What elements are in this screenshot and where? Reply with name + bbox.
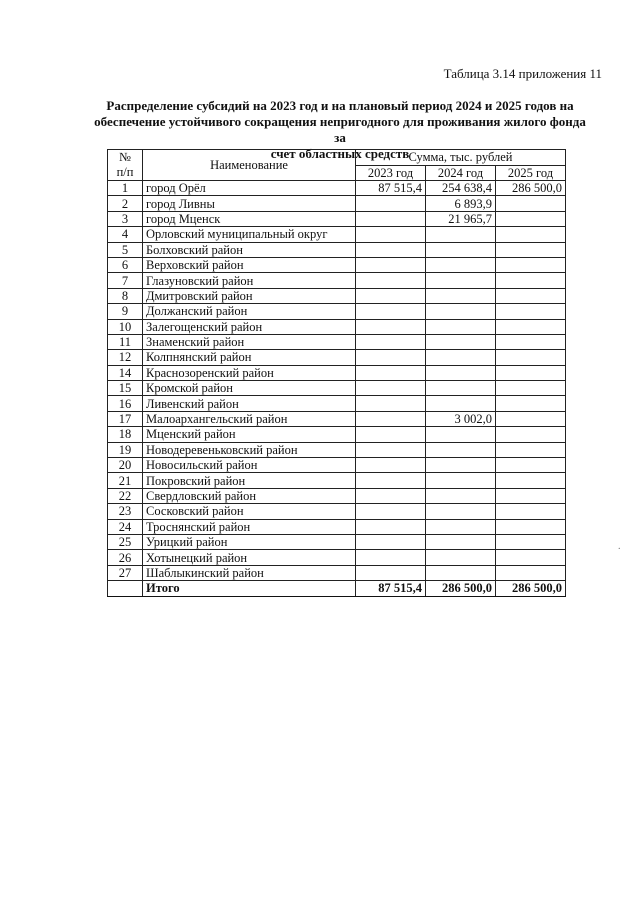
row-number: 14 [108, 365, 143, 380]
row-value-2024: 21 965,7 [426, 211, 496, 226]
table-body [108, 181, 566, 581]
row-value-2024 [426, 242, 496, 257]
row-number: 22 [108, 488, 143, 503]
row-value-2025 [496, 427, 566, 442]
row-name: Колпнянский район [143, 350, 356, 365]
header-2024: 2024 год [426, 165, 496, 181]
row-value-2024 [426, 273, 496, 288]
row-number: 24 [108, 519, 143, 534]
total-2024: 286 500,0 [426, 581, 496, 596]
row-number: 7 [108, 273, 143, 288]
table-row [108, 519, 566, 534]
row-number: 15 [108, 381, 143, 396]
row-value-2023 [356, 458, 426, 473]
total-2023: 87 515,4 [356, 581, 426, 596]
row-name: Малоархангельский район [143, 411, 356, 426]
row-number: 23 [108, 504, 143, 519]
row-value-2024 [426, 550, 496, 565]
row-number: 18 [108, 427, 143, 442]
row-value-2023 [356, 257, 426, 272]
row-value-2024 [426, 304, 496, 319]
row-value-2025 [496, 381, 566, 396]
row-value-2024 [426, 396, 496, 411]
row-value-2025 [496, 519, 566, 534]
row-name: город Мценск [143, 211, 356, 226]
row-number: 19 [108, 442, 143, 457]
row-number: 11 [108, 334, 143, 349]
table-row [108, 288, 566, 303]
row-number: 2 [108, 196, 143, 211]
total-row [108, 581, 566, 596]
row-number: 9 [108, 304, 143, 319]
table-row [108, 319, 566, 334]
row-value-2024: 254 638,4 [426, 181, 496, 196]
table-row [108, 396, 566, 411]
title-line: обеспечение устойчивого сокращения непригодного для проживания жилого фонда за [94, 114, 586, 145]
row-value-2023 [356, 442, 426, 457]
row-value-2024 [426, 442, 496, 457]
row-number: 5 [108, 242, 143, 257]
row-name: Свердловский район [143, 488, 356, 503]
row-value-2025 [496, 396, 566, 411]
row-value-2023 [356, 288, 426, 303]
row-value-2024 [426, 288, 496, 303]
row-number: 16 [108, 396, 143, 411]
row-number: 27 [108, 565, 143, 580]
row-name: город Орёл [143, 181, 356, 196]
table-row [108, 565, 566, 580]
row-value-2023 [356, 504, 426, 519]
title-line: Распределение субсидий на 2023 год и на плановый период 2024 и 2025 годов на [106, 98, 574, 113]
row-value-2025 [496, 273, 566, 288]
row-value-2023 [356, 365, 426, 380]
row-value-2025 [496, 550, 566, 565]
row-value-2023 [356, 550, 426, 565]
row-value-2025: 286 500,0 [496, 181, 566, 196]
row-name: Должанский район [143, 304, 356, 319]
row-name: Троснянский район [143, 519, 356, 534]
table-row [108, 427, 566, 442]
table-row [108, 488, 566, 503]
row-value-2024 [426, 519, 496, 534]
row-name: Мценский район [143, 427, 356, 442]
table-row [108, 473, 566, 488]
table-row [108, 334, 566, 349]
row-value-2025 [496, 350, 566, 365]
table-row [108, 534, 566, 549]
table-row [108, 181, 566, 196]
row-value-2025 [496, 365, 566, 380]
table-row [108, 381, 566, 396]
row-value-2024: 3 002,0 [426, 411, 496, 426]
row-value-2025 [496, 504, 566, 519]
table-row [108, 550, 566, 565]
table-reference: Таблица 3.14 приложения 11 [443, 66, 602, 81]
row-number: 20 [108, 458, 143, 473]
row-value-2025 [496, 196, 566, 211]
row-number: 17 [108, 411, 143, 426]
row-value-2023 [356, 227, 426, 242]
row-value-2025 [496, 473, 566, 488]
row-value-2024 [426, 473, 496, 488]
row-value-2024: 6 893,9 [426, 196, 496, 211]
table-row [108, 442, 566, 457]
row-value-2023 [356, 473, 426, 488]
table-row [108, 411, 566, 426]
row-value-2024 [426, 381, 496, 396]
header-2023: 2023 год [356, 165, 426, 181]
row-number: 3 [108, 211, 143, 226]
row-value-2023 [356, 381, 426, 396]
row-name: Глазуновский район [143, 273, 356, 288]
row-value-2023 [356, 211, 426, 226]
row-value-2025 [496, 304, 566, 319]
table-row [108, 273, 566, 288]
row-number: 4 [108, 227, 143, 242]
row-name: Залегощенский район [143, 319, 356, 334]
row-value-2023 [356, 427, 426, 442]
row-name: Новодеревеньковский район [143, 442, 356, 457]
row-value-2025 [496, 488, 566, 503]
row-value-2023 [356, 334, 426, 349]
margin-mark: . [618, 541, 621, 552]
row-value-2024 [426, 319, 496, 334]
table-row [108, 257, 566, 272]
row-value-2025 [496, 288, 566, 303]
row-value-2023 [356, 242, 426, 257]
row-value-2025 [496, 227, 566, 242]
row-number: 8 [108, 288, 143, 303]
header-sum: Сумма, тыс. рублей [356, 150, 566, 166]
subsidy-table [107, 149, 566, 597]
row-name: Покровский район [143, 473, 356, 488]
row-name: Краснозоренский район [143, 365, 356, 380]
row-name: Новосильский район [143, 458, 356, 473]
row-name: Дмитровский район [143, 288, 356, 303]
table-row [108, 227, 566, 242]
row-value-2024 [426, 257, 496, 272]
row-value-2025 [496, 442, 566, 457]
row-name: Ливенский район [143, 396, 356, 411]
row-value-2023 [356, 396, 426, 411]
row-value-2024 [426, 565, 496, 580]
row-value-2023 [356, 411, 426, 426]
row-value-2023 [356, 488, 426, 503]
row-value-2023 [356, 350, 426, 365]
row-name: Шаблыкинский район [143, 565, 356, 580]
row-value-2024 [426, 334, 496, 349]
row-value-2023 [356, 319, 426, 334]
row-name: Знаменский район [143, 334, 356, 349]
row-value-2024 [426, 350, 496, 365]
row-name: Орловский муниципальный округ [143, 227, 356, 242]
row-value-2025 [496, 211, 566, 226]
row-value-2023 [356, 565, 426, 580]
header-2025: 2025 год [496, 165, 566, 181]
row-value-2025 [496, 565, 566, 580]
total-label: Итого [143, 581, 356, 596]
row-name: Болховский район [143, 242, 356, 257]
row-name: Сосковский район [143, 504, 356, 519]
table-row [108, 211, 566, 226]
table-row [108, 196, 566, 211]
table-row [108, 365, 566, 380]
row-number: 6 [108, 257, 143, 272]
row-value-2025 [496, 458, 566, 473]
row-value-2023 [356, 304, 426, 319]
row-number: 1 [108, 181, 143, 196]
row-value-2025 [496, 319, 566, 334]
row-value-2025 [496, 257, 566, 272]
row-number: 26 [108, 550, 143, 565]
row-value-2024 [426, 488, 496, 503]
row-value-2023 [356, 273, 426, 288]
row-value-2025 [496, 411, 566, 426]
row-name: Кромской район [143, 381, 356, 396]
table-row [108, 350, 566, 365]
row-value-2023 [356, 519, 426, 534]
row-value-2024 [426, 534, 496, 549]
row-name: Верховский район [143, 257, 356, 272]
row-number: 21 [108, 473, 143, 488]
table-row [108, 304, 566, 319]
row-value-2023 [356, 196, 426, 211]
table-row [108, 458, 566, 473]
row-name: город Ливны [143, 196, 356, 211]
row-value-2025 [496, 534, 566, 549]
row-value-2023: 87 515,4 [356, 181, 426, 196]
row-value-2023 [356, 534, 426, 549]
row-value-2024 [426, 227, 496, 242]
title-line: счет областных средств [270, 146, 410, 161]
header-name: Наименование [143, 150, 356, 181]
table-row [108, 242, 566, 257]
row-value-2025 [496, 334, 566, 349]
row-value-2025 [496, 242, 566, 257]
row-number: 10 [108, 319, 143, 334]
row-value-2024 [426, 504, 496, 519]
row-value-2024 [426, 458, 496, 473]
header-num: № п/п [108, 150, 143, 181]
row-value-2024 [426, 427, 496, 442]
row-number: 25 [108, 534, 143, 549]
table-row [108, 504, 566, 519]
total-2025: 286 500,0 [496, 581, 566, 596]
row-number: 12 [108, 350, 143, 365]
row-name: Хотынецкий район [143, 550, 356, 565]
row-name: Урицкий район [143, 534, 356, 549]
total-num-cell [108, 581, 143, 596]
row-value-2024 [426, 365, 496, 380]
